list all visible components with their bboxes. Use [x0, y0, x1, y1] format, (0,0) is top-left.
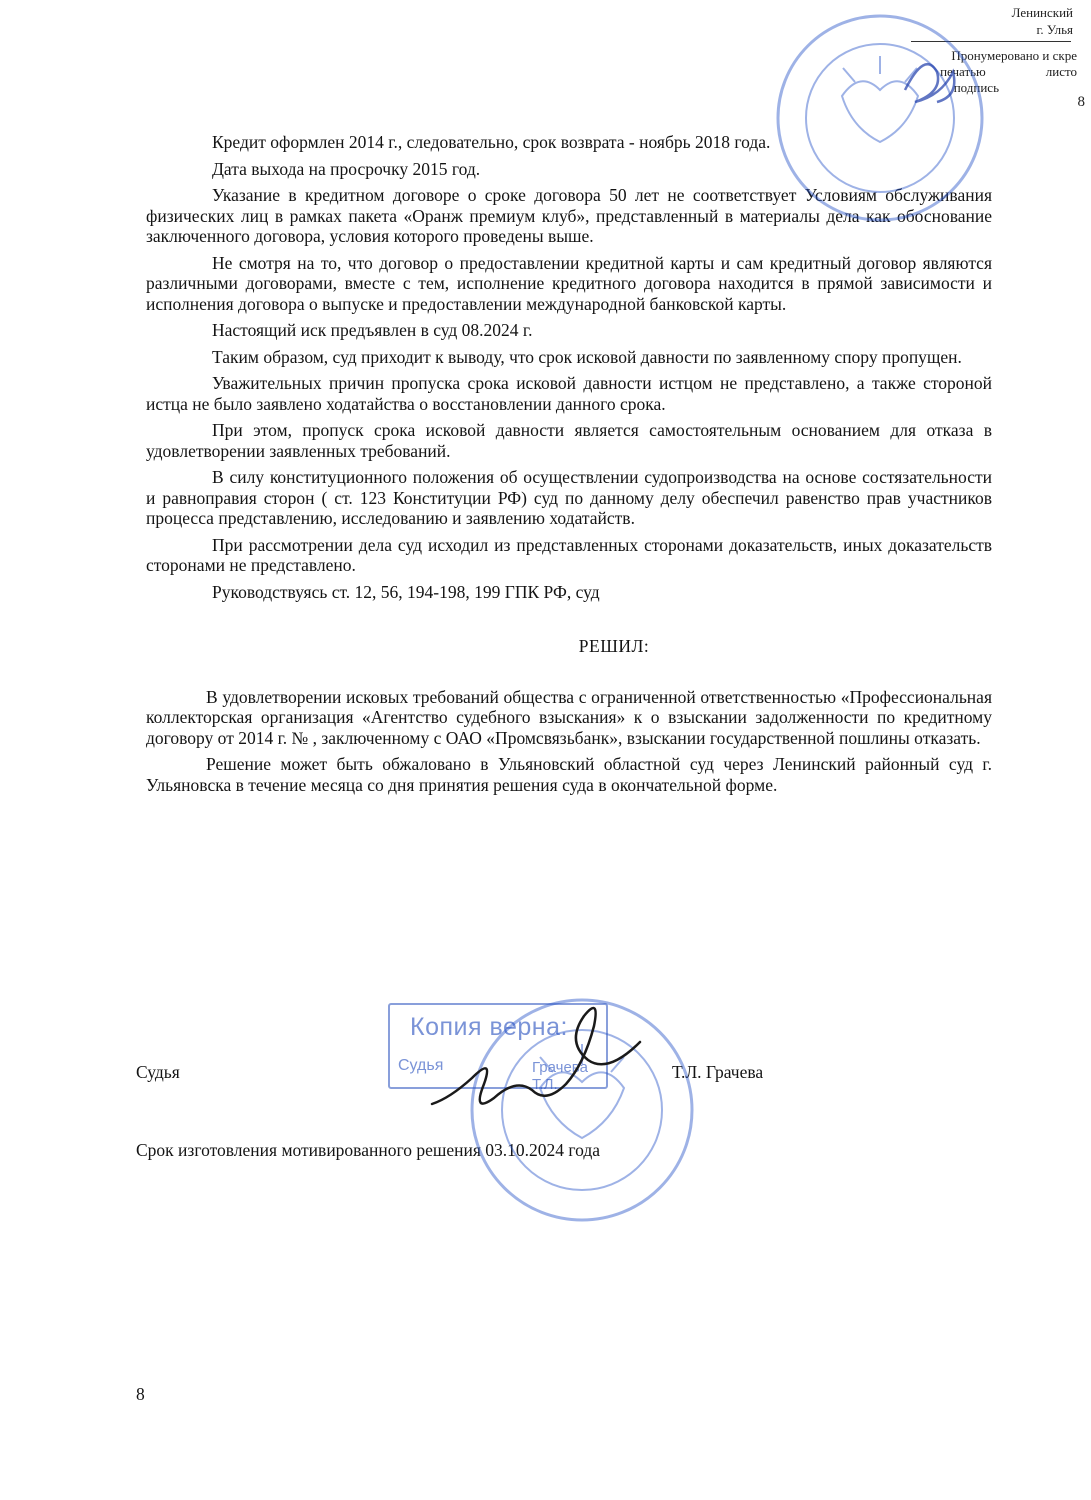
stitched-note: Пронумеровано и скре [951, 48, 1077, 63]
signature-note: подпись [953, 80, 999, 95]
paragraph: Не смотря на то, что договор о предоставлении кредитной карты и сам кредитный договор являются различными договорами, вместе с тем, исполнение кредитного договора находится в прямой зависимости и исполнения договора о выпуске и предоставлении международной банковской карты. [146, 252, 992, 314]
stamp-judge-name: Грачева Т.Л. [532, 1059, 588, 1093]
document-body [146, 132, 992, 801]
paragraph: Кредит оформлен 2014 г., следовательно, срок возврата - ноябрь 2018 года. [212, 132, 771, 152]
paragraph: При этом, пропуск срока исковой давности является самостоятельным основанием для отказа в удовлетворении заявленных требований. [146, 420, 992, 461]
archive-corner-note [831, 0, 1091, 120]
stamp-judge-label: Судья [398, 1057, 444, 1074]
sealed-note: печатью листо [940, 64, 1077, 79]
page-number: 8 [136, 1384, 145, 1404]
decision-paragraph: В удовлетворении исковых требований общества с ограниченной ответственностью «Профессиональная коллекторская организация «Агентство судебного взыскания» к о взыскании задолженности по кредитному договору от 2014 г. № , заключенному с ОАО «Промсвязьбанк», взыскании государственной пошлины отказать. [146, 686, 992, 748]
signature-line [136, 1062, 786, 1086]
paragraph: Указание в кредитном договоре о сроке договора 50 лет не соответствует Условиям обслуживания физических лиц в рамках пакета «Оранж премиум клуб», представленный в материалы дела как обоснование заключенного договора, условия которого проведены выше. [146, 185, 992, 246]
decision-heading: РЕШИЛ: [578, 636, 650, 656]
court-name-line2: г. Улья [1036, 22, 1073, 37]
stamp-title: Копия верна: [410, 1013, 568, 1041]
paragraph: Настоящий иск предъявлен в суд 08.2024 г. [212, 320, 533, 340]
paragraph: При рассмотрении дела суд исходил из представленных сторонами доказательств, иных доказательств сторонами не представлено. [146, 534, 992, 575]
paragraph: Дата выхода на просрочку 2015 год. [212, 158, 481, 179]
decision-deadline: Срок изготовления мотивированного решения 03.10.2024 года [136, 1140, 601, 1160]
decision-section [146, 687, 992, 796]
paragraph: Руководствуясь ст. 12, 56, 194-198, 199 ГПК РФ, суд [212, 581, 600, 602]
judge-name: Т.Л. Грачева [672, 1062, 764, 1082]
corner-divider [911, 41, 1071, 42]
judge-label: Судья [136, 1062, 180, 1082]
paragraph: В силу конституционного положения об осуществлении судопроизводства на основе состязательности и равноправия сторон ( ст. 123 Конституции РФ) суд по данному делу обеспечил равенство прав участников процесса представлению, исследованию и заявлению ходатайств. [146, 467, 992, 528]
paragraph: Уважительных причин пропуска срока исковой давности истцом не представлено, а также стороной истца не было заявлено ходатайства о восстановлении данного срока. [146, 373, 992, 414]
court-name-line1: Ленинский [1011, 5, 1073, 20]
decision-paragraph: Решение может быть обжаловано в Ульяновский областной суд через Ленинский районный суд г. Ульяновска в течение месяца со дня принятия решения суда в окончательной форме. [146, 754, 992, 795]
corner-page-number: 8 [1077, 94, 1085, 110]
paragraph: Таким образом, суд приходит к выводу, что срок исковой давности по заявленному спору пропущен. [212, 346, 962, 367]
